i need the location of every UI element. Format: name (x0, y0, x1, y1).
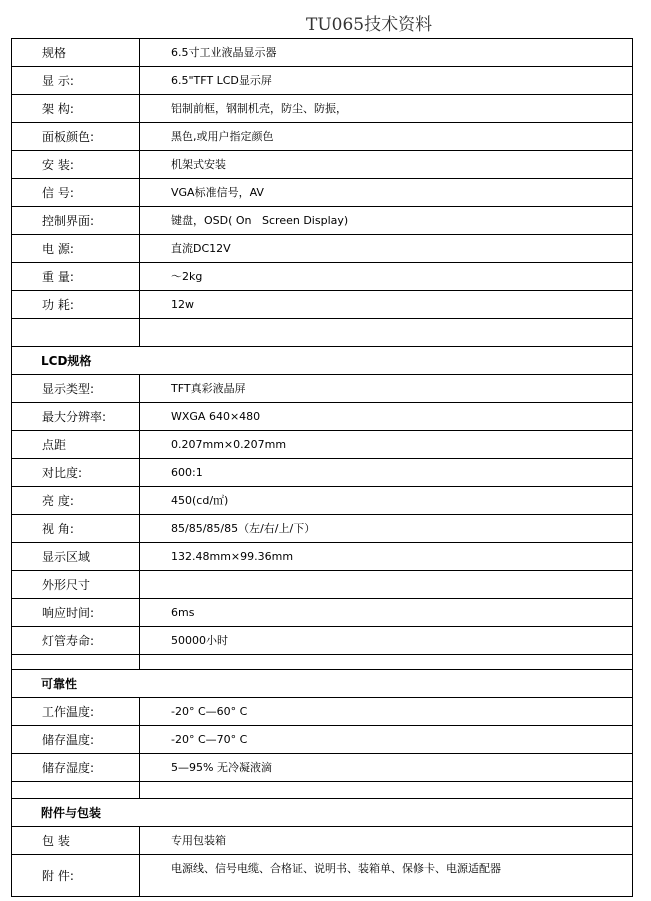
spec-label: 显示区域 (12, 543, 140, 571)
spacer-row (12, 655, 633, 670)
spec-row-consumption (12, 291, 633, 319)
section-header-reliability (12, 670, 633, 698)
spec-table (11, 38, 633, 897)
spec-label: 功 耗: (12, 291, 140, 319)
spec-value: 6.5寸工业液晶显示器 (140, 39, 633, 67)
spacer-row (12, 319, 633, 347)
spec-row-viewing-angle (12, 515, 633, 543)
spec-value: -20° C—70° C (140, 726, 633, 754)
spec-row-resolution (12, 403, 633, 431)
spec-row-panel-color (12, 123, 633, 151)
spec-label: 点距 (12, 431, 140, 459)
spec-value: 电源线、信号电缆、合格证、说明书、装箱单、保修卡、电源适配器 (140, 855, 633, 897)
spec-row-backlight-life (12, 627, 633, 655)
empty-cell (12, 319, 140, 347)
empty-cell (140, 782, 633, 799)
spec-value: 50000小时 (140, 627, 633, 655)
spec-label: 安 装: (12, 151, 140, 179)
spec-value: 450(cd/㎡) (140, 487, 633, 515)
spec-value: 600:1 (140, 459, 633, 487)
spec-value (140, 571, 633, 599)
spec-value: 0.207mm×0.207mm (140, 431, 633, 459)
spec-row-accessories (12, 855, 633, 897)
spec-value: 黑色,或用户指定颜色 (140, 123, 633, 151)
spec-row-structure (12, 95, 633, 123)
spec-value: ～2kg (140, 263, 633, 291)
spec-label: 重 量: (12, 263, 140, 291)
spec-label: 亮 度: (12, 487, 140, 515)
spec-row-display-area (12, 543, 633, 571)
section-title: 可靠性 (12, 670, 633, 698)
spec-row-signal (12, 179, 633, 207)
section-title: LCD规格 (12, 347, 633, 375)
spec-row-pixel-pitch (12, 431, 633, 459)
spec-value: WXGA 640×480 (140, 403, 633, 431)
spec-value: TFT真彩液晶屏 (140, 375, 633, 403)
section-header-lcd (12, 347, 633, 375)
spec-label: 对比度: (12, 459, 140, 487)
spec-row-packaging (12, 827, 633, 855)
empty-cell (140, 319, 633, 347)
spec-label: 显示类型: (12, 375, 140, 403)
spec-row-size (12, 39, 633, 67)
spec-row-response-time (12, 599, 633, 627)
document-title: TU065技术资料 (306, 15, 433, 35)
spec-value: 专用包装箱 (140, 827, 633, 855)
spec-row-operating-temp (12, 698, 633, 726)
spec-value: -20° C—60° C (140, 698, 633, 726)
spec-value: 6.5"TFT LCD显示屏 (140, 67, 633, 95)
spec-label: 附 件: (12, 855, 140, 897)
spec-row-display-type (12, 375, 633, 403)
spec-row-display (12, 67, 633, 95)
spec-label: 规格 (12, 39, 140, 67)
spec-label: 视 角: (12, 515, 140, 543)
empty-cell (140, 655, 633, 670)
spec-value: 6ms (140, 599, 633, 627)
spec-label: 响应时间: (12, 599, 140, 627)
spec-value: 5—95% 无冷凝液滴 (140, 754, 633, 782)
spec-row-contrast (12, 459, 633, 487)
spec-label: 外形尺寸 (12, 571, 140, 599)
spec-label: 架 构: (12, 95, 140, 123)
spec-row-storage-humidity (12, 754, 633, 782)
spec-value: 键盘，OSD( On Screen Display) (140, 207, 633, 235)
spec-value: 铝制前框，钢制机壳，防尘、防振， (140, 95, 633, 123)
spec-row-storage-temp (12, 726, 633, 754)
spec-value: VGA标准信号，AV (140, 179, 633, 207)
section-title: 附件与包装 (12, 799, 633, 827)
spec-label: 储存温度: (12, 726, 140, 754)
spec-row-brightness (12, 487, 633, 515)
spec-value: 85/85/85/85（左/右/上/下） (140, 515, 633, 543)
spec-label: 信 号: (12, 179, 140, 207)
spec-label: 灯管寿命: (12, 627, 140, 655)
spec-row-mounting (12, 151, 633, 179)
spec-label: 电 源: (12, 235, 140, 263)
spec-label: 工作温度: (12, 698, 140, 726)
spec-label: 储存湿度: (12, 754, 140, 782)
empty-cell (12, 655, 140, 670)
spec-row-power (12, 235, 633, 263)
spec-label: 显 示: (12, 67, 140, 95)
spec-row-dimensions (12, 571, 633, 599)
spec-row-control (12, 207, 633, 235)
spec-value: 机架式安装 (140, 151, 633, 179)
spacer-row (12, 782, 633, 799)
spec-label: 最大分辨率: (12, 403, 140, 431)
spec-value: 12w (140, 291, 633, 319)
spec-value: 132.48mm×99.36mm (140, 543, 633, 571)
spec-label: 面板颜色: (12, 123, 140, 151)
spec-row-weight (12, 263, 633, 291)
spec-label: 控制界面: (12, 207, 140, 235)
section-header-accessories (12, 799, 633, 827)
spec-value: 直流DC12V (140, 235, 633, 263)
spec-label: 包 装 (12, 827, 140, 855)
empty-cell (12, 782, 140, 799)
